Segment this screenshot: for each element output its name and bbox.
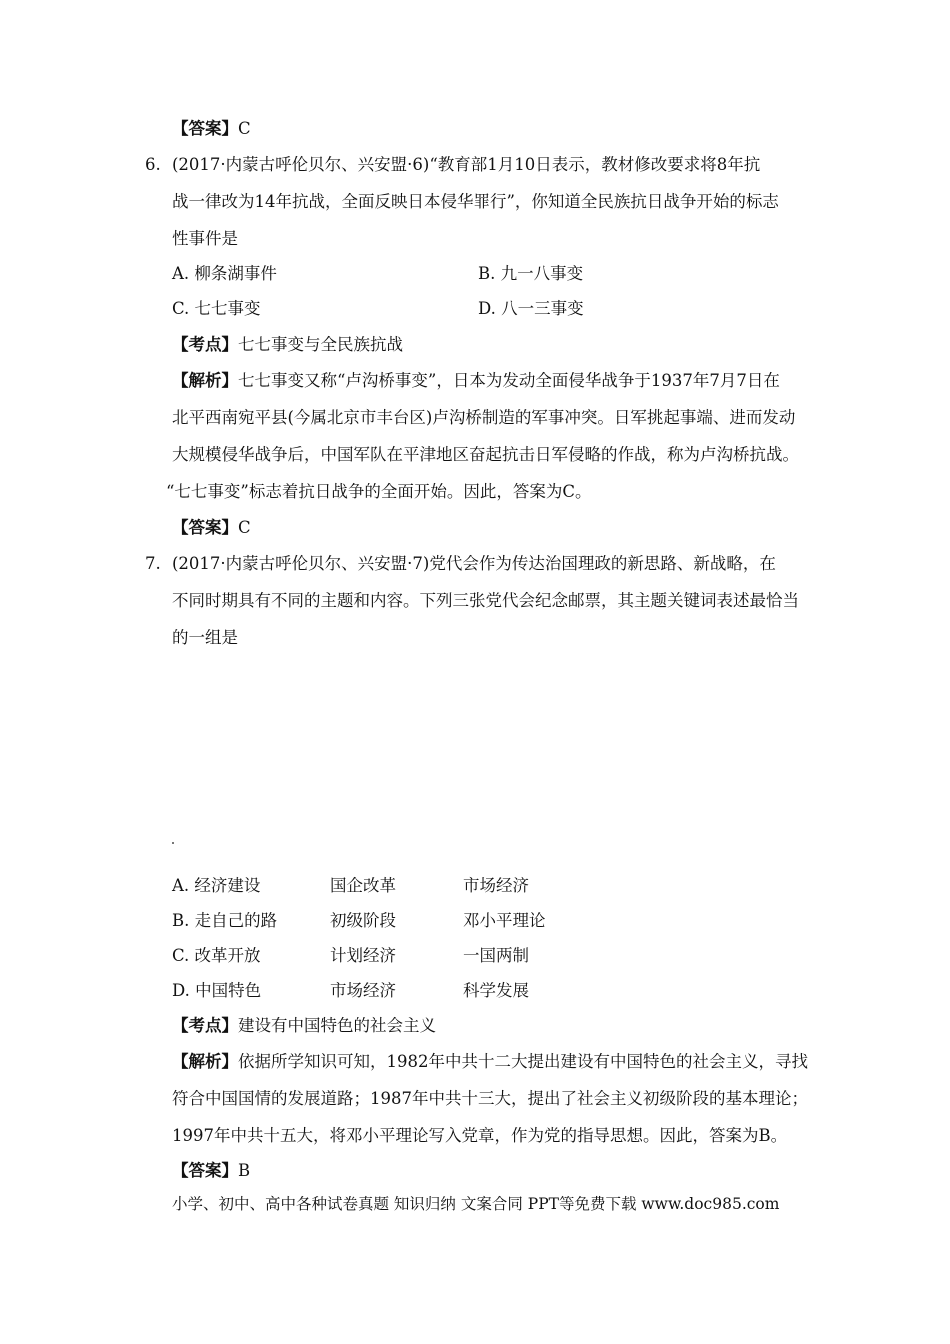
analysis-tag: 【解析】 [172,371,238,390]
footer-link-text[interactable]: 小学、初中、高中各种试卷真题 知识归纳 文案合同 PPT等免费下载 www.doc985.com [172,1195,780,1213]
answer-value: B [238,1161,251,1180]
option-text: 七七事变 [194,299,261,318]
option-label: A. [172,264,190,283]
answer-tag: 【答案】 [172,119,238,138]
q6-option-b [478,263,583,285]
q6-analysis-line-1 [172,370,780,392]
option-label: C. [172,299,190,318]
answer-prev [172,118,251,140]
point-text: 七七事变与全民族抗战 [238,335,403,354]
q6-answer [172,517,251,539]
q7-option-d-label: D. 中国特色 [172,981,262,1000]
q6-line-1: (2017·内蒙古呼伦贝尔、兴安盟·6)“教育部1月10日表示，教材修改要求将8年抗 [172,155,761,174]
q6-analysis-line-3: 大规模侵华战争后，中国军队在平津地区奋起抗击日军侵略的作战，称为卢沟桥抗战。 [172,445,799,464]
stray-dot [172,842,174,844]
q7-analysis-line-3: 1997年中共十五大，将邓小平理论写入党章，作为党的指导思想。因此，答案为B。 [172,1126,788,1145]
answer-tag: 【答案】 [172,1161,238,1180]
q7-option-c-label: C. 改革开放 [172,946,261,965]
analysis-text: 依据所学知识可知，1982年中共十二大提出建设有中国特色的社会主义，寻找 [238,1052,808,1071]
q7-option-d-col2: 市场经济 [330,981,396,1000]
answer-tag: 【答案】 [172,518,238,537]
q7-option-a-label: A. 经济建设 [172,876,261,895]
q6-analysis-line-4: “七七事变”标志着抗日战争的全面开始。因此，答案为C。 [166,482,592,501]
option-label: B. [478,264,496,283]
q7-analysis-line-2: 符合中国国情的发展道路；1987年中共十三大，提出了社会主义初级阶段的基本理论； [172,1089,808,1108]
analysis-tag: 【解析】 [172,1052,238,1071]
q7-analysis-line-1 [172,1051,808,1073]
q6-point [172,334,403,356]
q7-line-2: 不同时期具有不同的主题和内容。下列三张党代会纪念邮票，其主题关键词表述最恰当 [172,591,799,610]
analysis-text: 七七事变又称“卢沟桥事变”，日本为发动全面侵华战争于1937年7月7日在 [238,371,780,390]
q6-option-c [172,298,261,320]
answer-value: C [238,518,251,537]
q7-option-a-col2: 国企改革 [330,876,396,895]
q7-option-c-col2: 计划经济 [330,946,396,965]
q6-option-a [172,263,277,285]
point-tag: 【考点】 [172,1016,238,1035]
option-text: 柳条湖事件 [194,264,277,283]
q7-line-1: (2017·内蒙古呼伦贝尔、兴安盟·7)党代会作为传达治国理政的新思路、新战略，在 [172,554,776,573]
q6-number: 6. [145,155,161,174]
q6-analysis-line-2: 北平西南宛平县(今属北京市丰台区)卢沟桥制造的军事冲突。日军挑起事端、进而发动 [172,408,796,427]
q7-line-3: 的一组是 [172,628,238,647]
q7-number: 7. [145,554,161,573]
option-text: 九一八事变 [500,264,584,283]
point-tag: 【考点】 [172,335,238,354]
q6-option-d [478,298,584,320]
q7-option-a-col3: 市场经济 [463,876,529,895]
q7-answer [172,1160,250,1182]
q7-option-d-col3: 科学发展 [463,981,529,1000]
q6-line-2: 战一律改为14年抗战，全面反映日本侵华罪行”，你知道全民族抗日战争开始的标志 [172,192,779,211]
q7-option-b-col2: 初级阶段 [330,911,396,930]
option-label: D. [478,299,496,318]
q7-point [172,1015,436,1037]
q7-option-b-col3: 邓小平理论 [463,911,546,930]
q7-option-c-col3: 一国两制 [463,946,529,965]
q6-line-3: 性事件是 [172,229,238,248]
point-text: 建设有中国特色的社会主义 [238,1016,436,1035]
answer-value: C [238,119,251,138]
q7-option-b-label: B. 走自己的路 [172,911,278,930]
option-text: 八一三事变 [501,299,584,318]
